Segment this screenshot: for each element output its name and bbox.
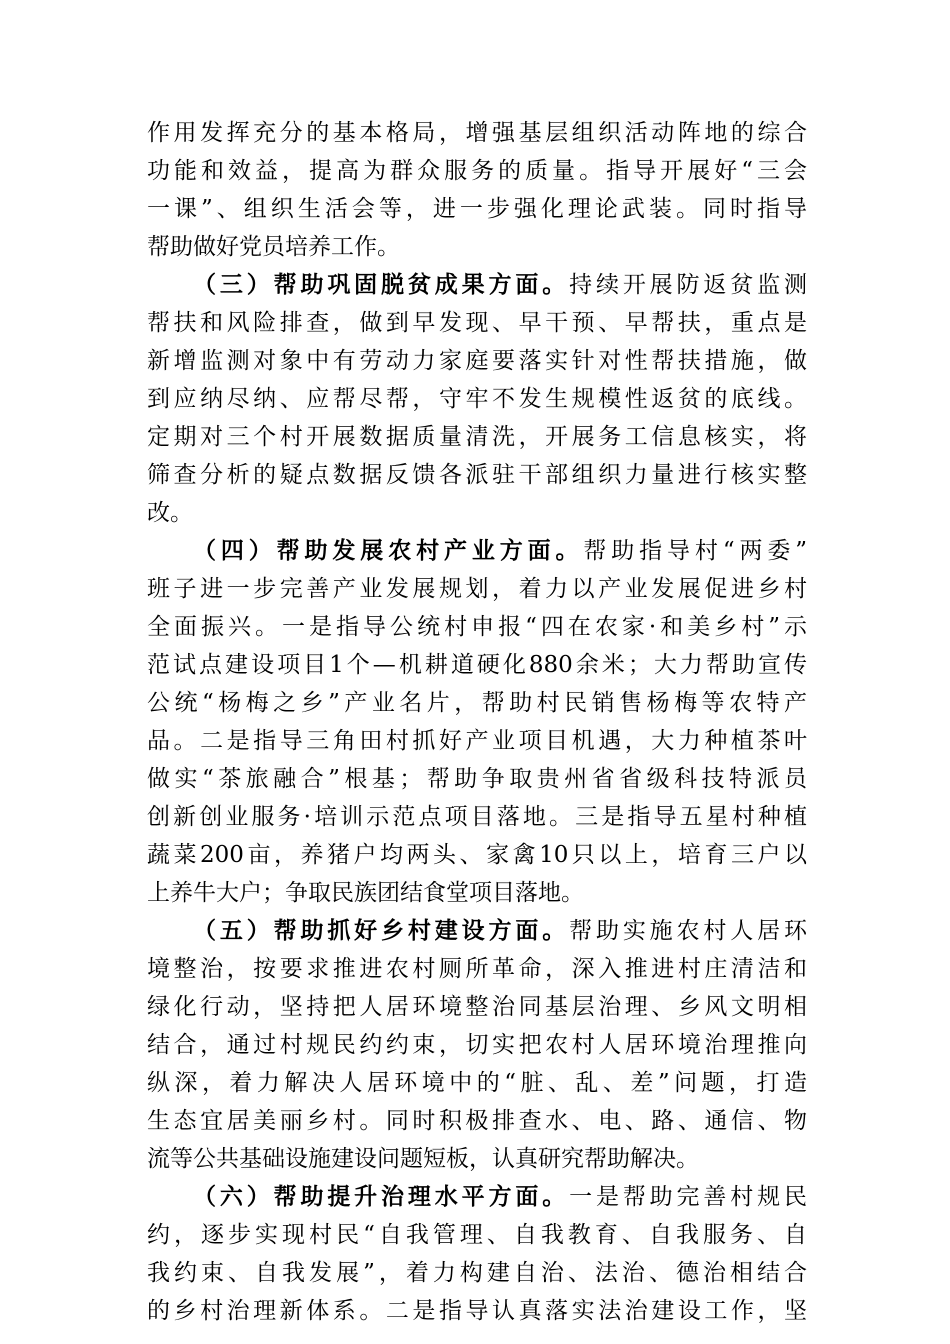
paragraph-line: 筛查分析的疑点数据反馈各派驻干部组织力量进行核实整	[147, 462, 807, 488]
paragraph-text: 帮助实施农村人居环	[569, 918, 808, 944]
paragraph-line: 生态宜居美丽乡村。同时积极排查水、电、路、通信、物	[147, 1108, 807, 1134]
paragraph-line: 到应纳尽纳、应帮尽帮，守牢不发生规模性返贫的底线。	[147, 386, 807, 412]
paragraph-line: 定期对三个村开展数据质量清洗，开展务工信息核实，将	[147, 424, 807, 450]
paragraph-first-line	[147, 532, 807, 570]
paragraph-line: 境整治，按要求推进农村厕所革命，深入推进村庄清洁和	[147, 956, 807, 982]
paragraph-line: 功能和效益，提高为群众服务的质量。指导开展好“三会	[147, 158, 807, 184]
paragraph-first-line	[147, 1178, 807, 1216]
paragraph-line: 作用发挥充分的基本格局，增强基层组织活动阵地的综合	[147, 120, 807, 146]
paragraph-line: 一课”、组织生活会等，进一步强化理论武装。同时指导	[147, 196, 807, 222]
document-body	[147, 114, 807, 1330]
paragraph-text: 帮助指导村“两委”	[583, 538, 807, 564]
paragraph-line: 创新创业服务·培训示范点项目落地。三是指导五星村种植	[147, 804, 807, 830]
paragraph-line: 蔬菜200亩，养猪户均两头、家禽10只以上，培育三户以	[147, 842, 807, 868]
paragraph-text: 持续开展防返贫监测	[569, 272, 808, 298]
section-heading: （四）帮助发展农村产业方面。	[193, 537, 584, 564]
paragraph-line: 做实“茶旅融合”根基；帮助争取贵州省省级科技特派员	[147, 766, 807, 792]
paragraph-line: 全面振兴。一是指导公统村申报“四在农家·和美乡村”示	[147, 614, 807, 640]
paragraph-line: 绿化行动，坚持把人居环境整治同基层治理、乡风文明相	[147, 994, 807, 1020]
paragraph-text: 一是帮助完善村规民	[569, 1184, 808, 1210]
section-heading: （三）帮助巩固脱贫成果方面。	[193, 271, 570, 298]
paragraph-line: 约，逐步实现村民“自我管理、自我教育、自我服务、自	[147, 1222, 807, 1248]
paragraph-line: 改。	[147, 500, 193, 526]
section-heading: （五）帮助抓好乡村建设方面。	[193, 917, 570, 944]
paragraph-line: 流等公共基础设施建设问题短板，认真研究帮助解决。	[147, 1146, 699, 1172]
paragraph-line: 上养牛大户；争取民族团结食堂项目落地。	[147, 880, 584, 906]
paragraph-first-line	[147, 266, 807, 304]
paragraph-line: 帮扶和风险排查，做到早发现、早干预、早帮扶，重点是	[147, 310, 807, 336]
section-heading: （六）帮助提升治理水平方面。	[193, 1183, 570, 1210]
paragraph-line: 范试点建设项目1个—机耕道硬化880余米；大力帮助宣传	[147, 652, 807, 678]
paragraph-line: 我约束、自我发展”，着力构建自治、法治、德治相结合	[147, 1260, 807, 1286]
paragraph-line: 的乡村治理新体系。二是指导认真落实法治建设工作，坚	[147, 1298, 807, 1324]
paragraph-line: 纵深，着力解决人居环境中的“脏、乱、差”问题，打造	[147, 1070, 807, 1096]
paragraph-first-line	[147, 912, 807, 950]
paragraph-line: 新增监测对象中有劳动力家庭要落实针对性帮扶措施，做	[147, 348, 807, 374]
paragraph-line: 品。二是指导三角田村抓好产业项目机遇，大力种植茶叶	[147, 728, 807, 754]
paragraph-line: 班子进一步完善产业发展规划，着力以产业发展促进乡村	[147, 576, 807, 602]
paragraph-line: 帮助做好党员培养工作。	[147, 234, 400, 260]
paragraph-line: 结合，通过村规民约约束，切实把农村人居环境治理推向	[147, 1032, 807, 1058]
paragraph-line: 公统“杨梅之乡”产业名片，帮助村民销售杨梅等农特产	[147, 690, 807, 716]
